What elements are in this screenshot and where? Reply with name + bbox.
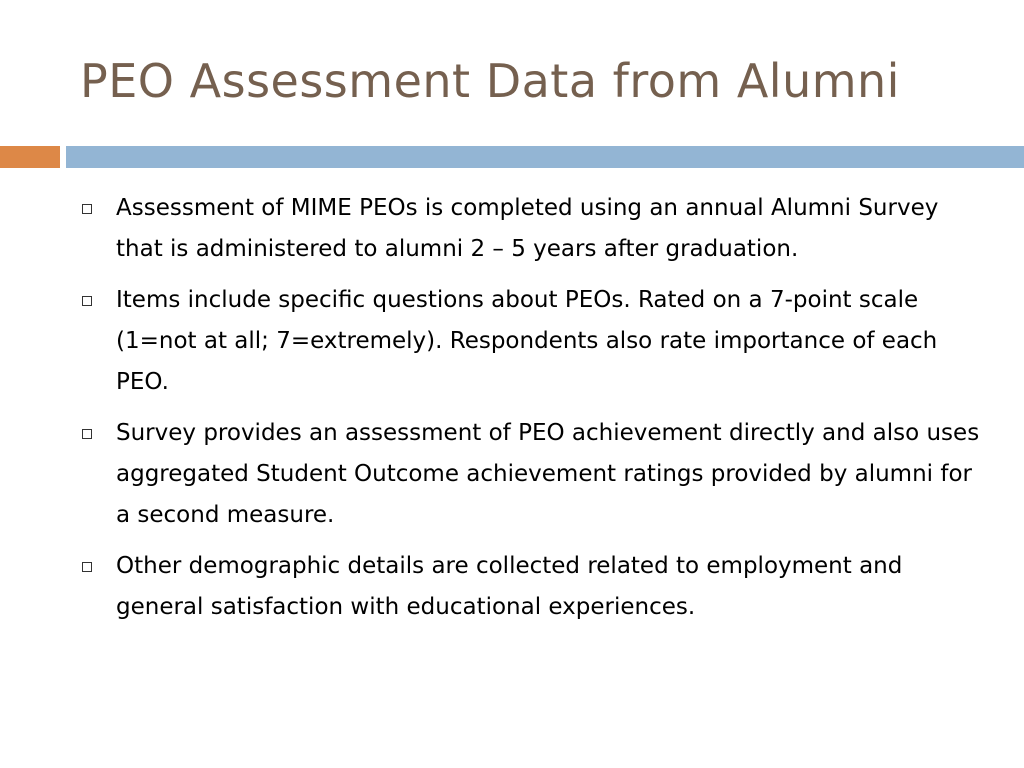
accent-bar-blue: [66, 146, 1024, 168]
bullet-item: [78, 280, 983, 403]
square-bullet-icon: [82, 204, 92, 214]
square-bullet-icon: [82, 562, 92, 572]
bullet-text: Survey provides an assessment of PEO achievement directly and also uses aggregated Student Outcome achievement ratings provided by alumni for a second measure.: [116, 420, 980, 528]
square-bullet-icon: [82, 429, 92, 439]
bullet-item: [78, 413, 983, 536]
bullet-item: [78, 546, 983, 628]
bullet-list: [78, 188, 983, 638]
bullet-text: Items include specific questions about PEOs. Rated on a 7-point scale (1=not at all; 7=extremely). Respondents also rate importance of each PEO.: [116, 287, 938, 395]
square-bullet-icon: [82, 296, 92, 306]
slide-title: PEO Assessment Data from Alumni: [80, 54, 900, 108]
bullet-item: [78, 188, 983, 270]
bullet-text: Other demographic details are collected related to employment and general satisfaction with educational experiences.: [116, 553, 903, 620]
bullet-text: Assessment of MIME PEOs is completed using an annual Alumni Survey that is administered to alumni 2 – 5 years after graduation.: [116, 195, 939, 262]
accent-bar-orange: [0, 146, 60, 168]
